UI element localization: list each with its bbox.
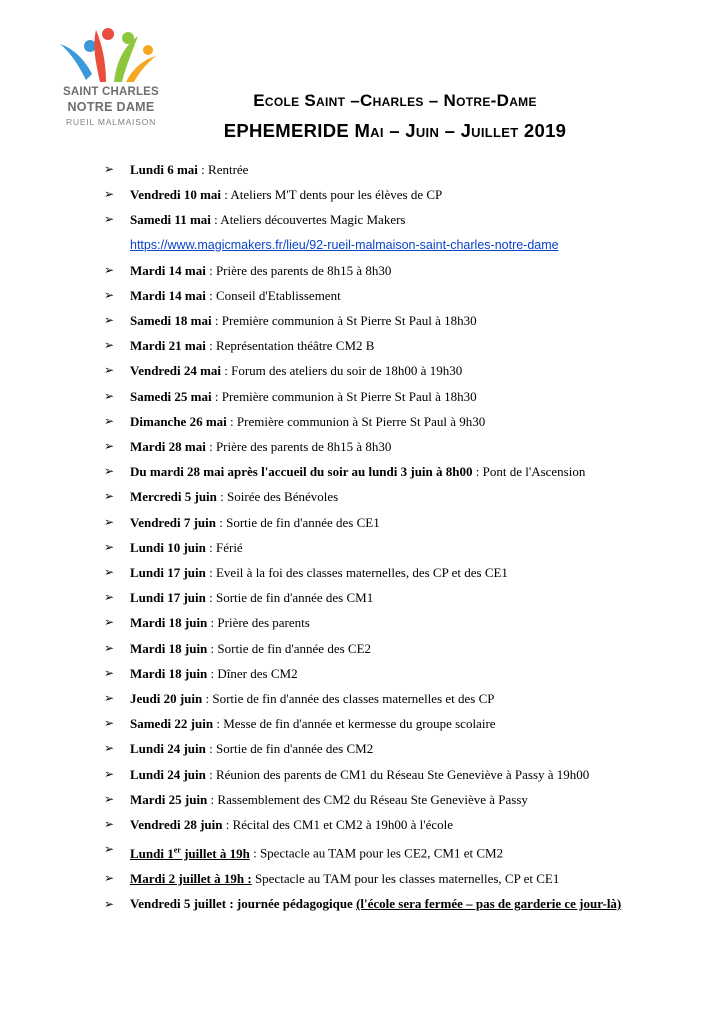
arrowhead-bullet-icon: ➢: [104, 262, 115, 277]
event-day: Lundi 17 juin: [130, 565, 206, 581]
event-item: [104, 358, 664, 383]
event-item: [104, 434, 664, 459]
event-text: : Conseil d'Etablissement: [205, 287, 341, 303]
event-text: : Rentrée: [197, 162, 249, 177]
event-item: [104, 182, 664, 207]
event-text: : Première communion à St Pierre St Paul à 18h30: [211, 313, 477, 329]
event-day: Mardi 2 juillet à 19h :: [130, 870, 252, 886]
event-item: [104, 837, 664, 866]
arrowhead-bullet-icon: ➢: [104, 842, 115, 857]
event-day: Vendredi 7 juin: [130, 514, 216, 530]
event-item: [104, 610, 664, 635]
event-text: : Sortie de fin d'année des CE1: [215, 514, 380, 530]
arrowhead-bullet-icon: ➢: [104, 817, 115, 832]
event-item: [104, 283, 664, 308]
event-item: [104, 384, 664, 409]
arrowhead-bullet-icon: ➢: [104, 388, 115, 403]
event-day: Mardi 14 mai: [130, 287, 206, 303]
event-item: [104, 157, 664, 182]
arrowhead-bullet-icon: ➢: [104, 691, 115, 706]
event-day: Lundi 24 juin: [130, 766, 206, 782]
event-item: [104, 207, 664, 232]
event-item: [104, 736, 664, 761]
event-item: [104, 762, 664, 787]
event-text: : Férié: [205, 539, 243, 555]
event-item: [104, 585, 664, 610]
event-day: Samedi 25 mai: [130, 388, 212, 404]
event-item: [104, 560, 664, 585]
event-item: [104, 510, 664, 535]
event-text: : Pont de l'Ascension: [472, 464, 586, 480]
event-item: [104, 459, 664, 484]
event-item: [104, 636, 664, 661]
event-day: Du mardi 28 mai après l'accueil du soir au lundi 3 juin à 8h00: [130, 464, 473, 480]
arrowhead-bullet-icon: ➢: [104, 741, 115, 756]
event-day: Jeudi 20 juin: [130, 691, 203, 707]
event-day: Lundi 17 juin: [130, 590, 206, 606]
arrowhead-bullet-icon: ➢: [104, 514, 115, 529]
arrowhead-bullet-icon: ➢: [104, 640, 115, 655]
arrowhead-bullet-icon: ➢: [104, 870, 115, 885]
event-text: : Prière des parents de 8h15 à 8h30: [205, 439, 392, 455]
event-text: : Première communion à St Pierre St Paul à 9h30: [226, 413, 486, 429]
event-text: : Dîner des CM2: [207, 665, 298, 681]
event-day: Mardi 28 mai: [130, 439, 206, 455]
arrowhead-bullet-icon: ➢: [104, 439, 115, 454]
arrowhead-bullet-icon: ➢: [104, 413, 115, 428]
event-item: [104, 686, 664, 711]
event-day: Dimanche 26 mai: [130, 413, 227, 429]
event-text: : Sortie de fin d'année des CE2: [207, 640, 372, 656]
event-text: : Prière des parents de 8h15 à 8h30: [205, 262, 392, 278]
event-day: Samedi 22 juin: [130, 716, 214, 732]
event-text: : Soirée des Bénévoles: [216, 489, 339, 505]
arrowhead-bullet-icon: ➢: [104, 791, 115, 806]
events-list: [104, 157, 664, 914]
arrowhead-bullet-icon: ➢: [104, 590, 115, 605]
event-item: [104, 484, 664, 509]
event-day: Mardi 18 juin: [130, 615, 208, 631]
event-day: Lundi 6 mai: [130, 162, 198, 177]
event-day: Mercredi 5 juin: [130, 489, 217, 505]
event-text: : Première communion à St Pierre St Paul à 18h30: [211, 388, 477, 404]
event-day: Lundi 24 juin: [130, 741, 206, 757]
arrowhead-bullet-icon: ➢: [104, 615, 115, 630]
arrowhead-bullet-icon: ➢: [104, 162, 115, 176]
event-item: [104, 812, 664, 837]
event-item: [104, 535, 664, 560]
event-item: [104, 866, 664, 891]
event-day: Mardi 21 mai: [130, 338, 206, 354]
arrowhead-bullet-icon: ➢: [104, 187, 115, 202]
event-item: [104, 409, 664, 434]
event-text: : Récital des CM1 et CM2 à 19h00 à l'école: [222, 817, 453, 833]
event-day: Mardi 18 juin: [130, 665, 208, 681]
school-logo: [56, 24, 166, 139]
arrowhead-bullet-icon: ➢: [104, 766, 115, 781]
event-day: Samedi 18 mai: [130, 313, 212, 329]
magic-makers-link-line: [104, 233, 664, 258]
event-item: [104, 308, 664, 333]
event-item: [104, 711, 664, 736]
arrowhead-bullet-icon: ➢: [104, 464, 115, 479]
event-day: Mardi 14 mai: [130, 262, 206, 278]
arrowhead-bullet-icon: ➢: [104, 897, 115, 912]
page-title: EPHEMERIDE Mai – Juin – Juillet 2019: [223, 120, 567, 141]
event-text: : Forum des ateliers du soir de 18h00 à 19h30: [221, 363, 463, 379]
arrowhead-bullet-icon: ➢: [104, 565, 115, 580]
event-item: [104, 891, 664, 914]
arrowhead-bullet-icon: ➢: [104, 287, 115, 302]
event-text: : Rassemblement des CM2 du Réseau Ste Geneviève à Passy: [207, 791, 528, 807]
event-text: : Messe de fin d'année et kermesse du groupe scolaire: [213, 716, 496, 732]
event-text: : Sortie de fin d'année des CM2: [205, 741, 374, 757]
logo-figures-icon: [56, 24, 166, 86]
event-day: Vendredi 28 juin: [130, 817, 223, 833]
event-day: Samedi 11 mai: [130, 212, 211, 228]
event-text: : Prière des parents: [207, 615, 310, 631]
arrowhead-bullet-icon: ➢: [104, 363, 115, 378]
arrowhead-bullet-icon: ➢: [104, 338, 115, 353]
event-text: Spectacle au TAM pour les classes maternelles, CP et CE1: [251, 870, 560, 886]
event-item: [104, 787, 664, 812]
event-day: Mardi 25 juin: [130, 791, 208, 807]
event-day: Lundi 1er juillet à 19h: [130, 845, 250, 861]
event-text: : Ateliers découvertes Magic Makers: [210, 212, 406, 228]
event-text: : Réunion des parents de CM1 du Réseau Ste Geneviève à Passy à 19h00: [205, 766, 590, 782]
event-day: Lundi 10 juin: [130, 539, 206, 555]
logo-line-2: NOTRE DAME: [67, 100, 155, 114]
event-note: (l'école sera fermée – pas de garderie ce jour-là): [356, 896, 622, 912]
event-day: Vendredi 10 mai: [130, 187, 222, 203]
event-day: Vendredi 5 juillet : journée pédagogique: [130, 896, 353, 912]
arrowhead-bullet-icon: ➢: [104, 665, 115, 680]
logo-line-1: SAINT CHARLES: [63, 86, 159, 98]
event-day: Vendredi 24 mai: [130, 363, 222, 379]
event-text: : Sortie de fin d'année des CM1: [205, 590, 374, 606]
logo-line-3: RUEIL MALMAISON: [65, 117, 157, 127]
event-item: [104, 333, 664, 358]
event-text: : Sortie de fin d'année des classes maternelles et des CP: [202, 691, 495, 707]
arrowhead-bullet-icon: ➢: [104, 489, 115, 504]
arrowhead-bullet-icon: ➢: [104, 716, 115, 731]
arrowhead-bullet-icon: ➢: [104, 313, 115, 328]
arrowhead-bullet-icon: ➢: [104, 212, 115, 227]
event-text: : Représentation théâtre CM2 B: [205, 338, 375, 354]
event-item: [104, 258, 664, 283]
arrowhead-bullet-icon: ➢: [104, 539, 115, 554]
event-item: [104, 661, 664, 686]
event-text: : Spectacle au TAM pour les CE2, CM1 et CM2: [249, 845, 504, 861]
school-name-heading: Ecole Saint –Charles – Notre-Dame: [253, 91, 537, 110]
event-text: : Ateliers M'T dents pour les élèves de CP: [221, 187, 443, 203]
event-day: Mardi 18 juin: [130, 640, 208, 656]
event-text: : Eveil à la foi des classes maternelles, des CP et des CE1: [205, 565, 508, 581]
magic-makers-link[interactable]: https://www.magicmakers.fr/lieu/92-rueil-malmaison-saint-charles-notre-dame: [130, 237, 559, 252]
